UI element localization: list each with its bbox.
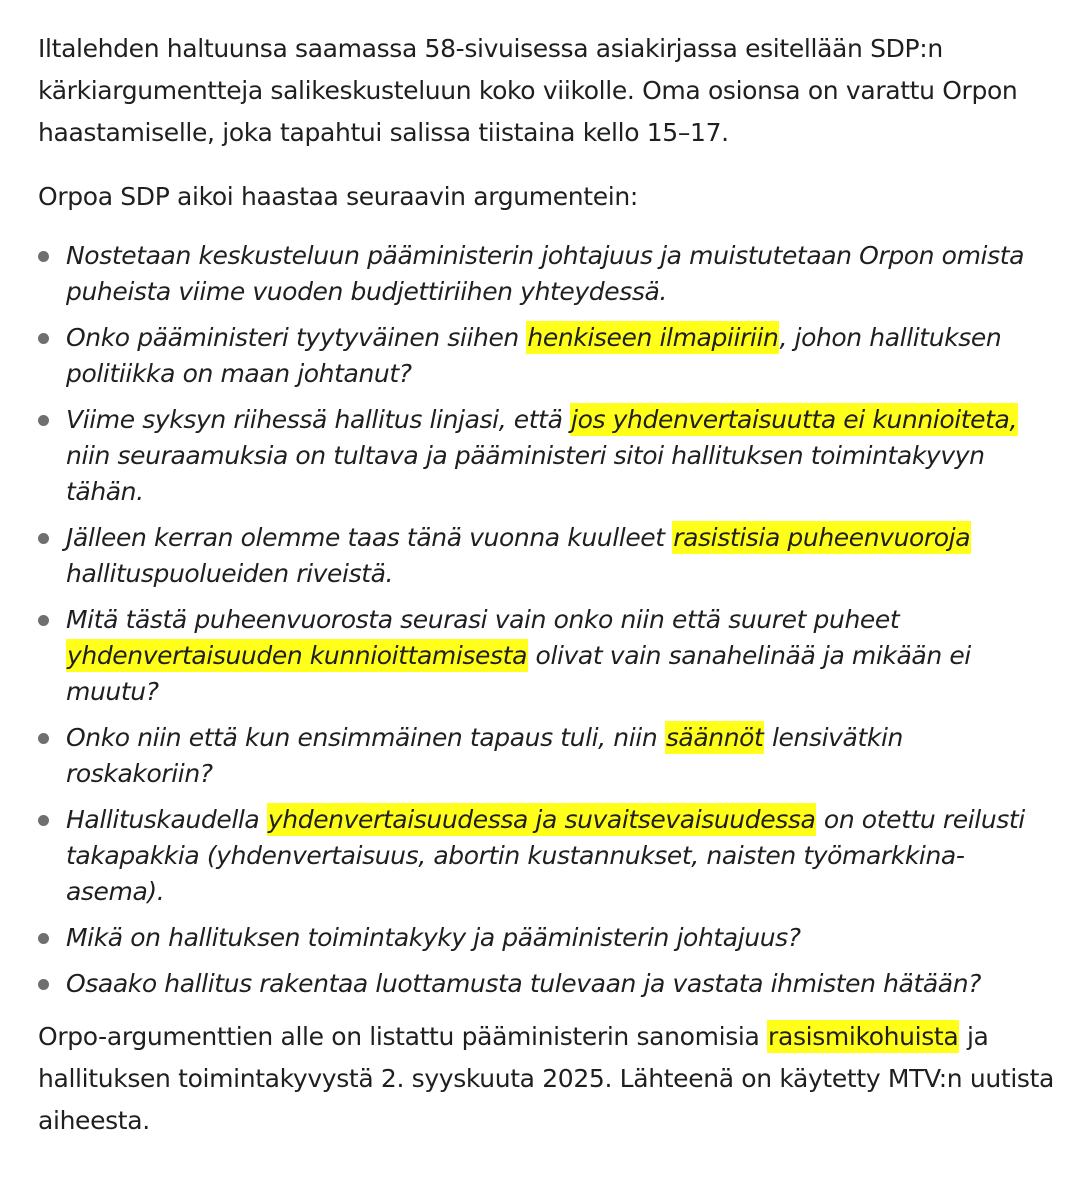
list-item: Mitä tästä puheenvuorosta seurasi vain onko niin että suuret puheet yhdenvertaisuuden kunnioittamisesta olivat vain sanahelinää ja mikään ei muutu? bbox=[38, 602, 1056, 710]
bullet-icon bbox=[38, 415, 49, 426]
highlighted-text: rasistisia puheenvuoroja bbox=[673, 523, 971, 552]
list-item: Jälleen kerran olemme taas tänä vuonna kuulleet rasistisia puheenvuoroja hallituspuolueiden riveistä. bbox=[38, 520, 1056, 592]
list-item: Viime syksyn riihessä hallitus linjasi, että jos yhdenvertaisuutta ei kunnioiteta, niin seuraamuksia on tultava ja pääministeri sitoi hallituksen toimintakyvyn tähän. bbox=[38, 402, 1056, 510]
list-item: Mikä on hallituksen toimintakyky ja pääministerin johtajuus? bbox=[38, 920, 1056, 956]
highlighted-text: yhdenvertaisuuden kunnioittamisesta bbox=[67, 641, 527, 670]
intro-paragraph: Iltalehden haltuunsa saamassa 58-sivuisessa asiakirjassa esitellään SDP:n kärkiargumentteja salikeskusteluun koko viikolle. Oma osionsa on varattu Orpon haastamiselle, joka tapahtui salissa tiistaina kello 15–17. bbox=[38, 34, 1018, 147]
bullet-icon bbox=[38, 615, 49, 626]
bullet-icon bbox=[38, 333, 49, 344]
bullet-icon bbox=[38, 733, 49, 744]
bullet-icon bbox=[38, 815, 49, 826]
list-item: Osaako hallitus rakentaa luottamusta tulevaan ja vastata ihmisten hätään? bbox=[38, 966, 1056, 1002]
list-item: Onko pääministeri tyytyväinen siihen henkiseen ilmapiiriin, johon hallituksen politiikka on maan johtanut? bbox=[38, 320, 1056, 392]
closing-paragraph: Orpo-argumenttien alle on listattu pääministerin sanomisia rasismikohuista ja hallituksen toimintakyvystä 2. syyskuuta 2025. Lähteenä on käytetty MTV:n uutista aiheesta. bbox=[38, 1022, 1055, 1135]
list-item: Onko niin että kun ensimmäinen tapaus tuli, niin säännöt lensivätkin roskakoriin? bbox=[38, 720, 1056, 792]
list-intro-paragraph: Orpoa SDP aikoi haastaa seuraavin argumentein: bbox=[38, 182, 638, 211]
bullet-icon bbox=[38, 933, 49, 944]
list-item: Nostetaan keskusteluun pääministerin johtajuus ja muistutetaan Orpon omista puheista viime vuoden budjettiriihen yhteydessä. bbox=[38, 238, 1056, 310]
highlighted-text: henkiseen ilmapiiriin bbox=[527, 323, 779, 352]
bullet-icon bbox=[38, 251, 49, 262]
highlighted-text: rasismikohuista bbox=[768, 1022, 959, 1051]
highlighted-text: jos yhdenvertaisuutta ei kunnioiteta, bbox=[571, 405, 1018, 434]
highlighted-text: yhdenvertaisuudessa ja suvaitsevaisuudessa bbox=[267, 805, 816, 834]
bullet-icon bbox=[38, 533, 49, 544]
highlighted-text: säännöt bbox=[665, 723, 764, 752]
argument-list bbox=[38, 238, 1056, 1002]
list-item: Hallituskaudella yhdenvertaisuudessa ja suvaitsevaisuudessa on otettu reilusti takapakkia (yhdenvertaisuus, abortin kustannukset, naisten työmarkkina-asema). bbox=[38, 802, 1056, 910]
bullet-icon bbox=[38, 979, 49, 990]
